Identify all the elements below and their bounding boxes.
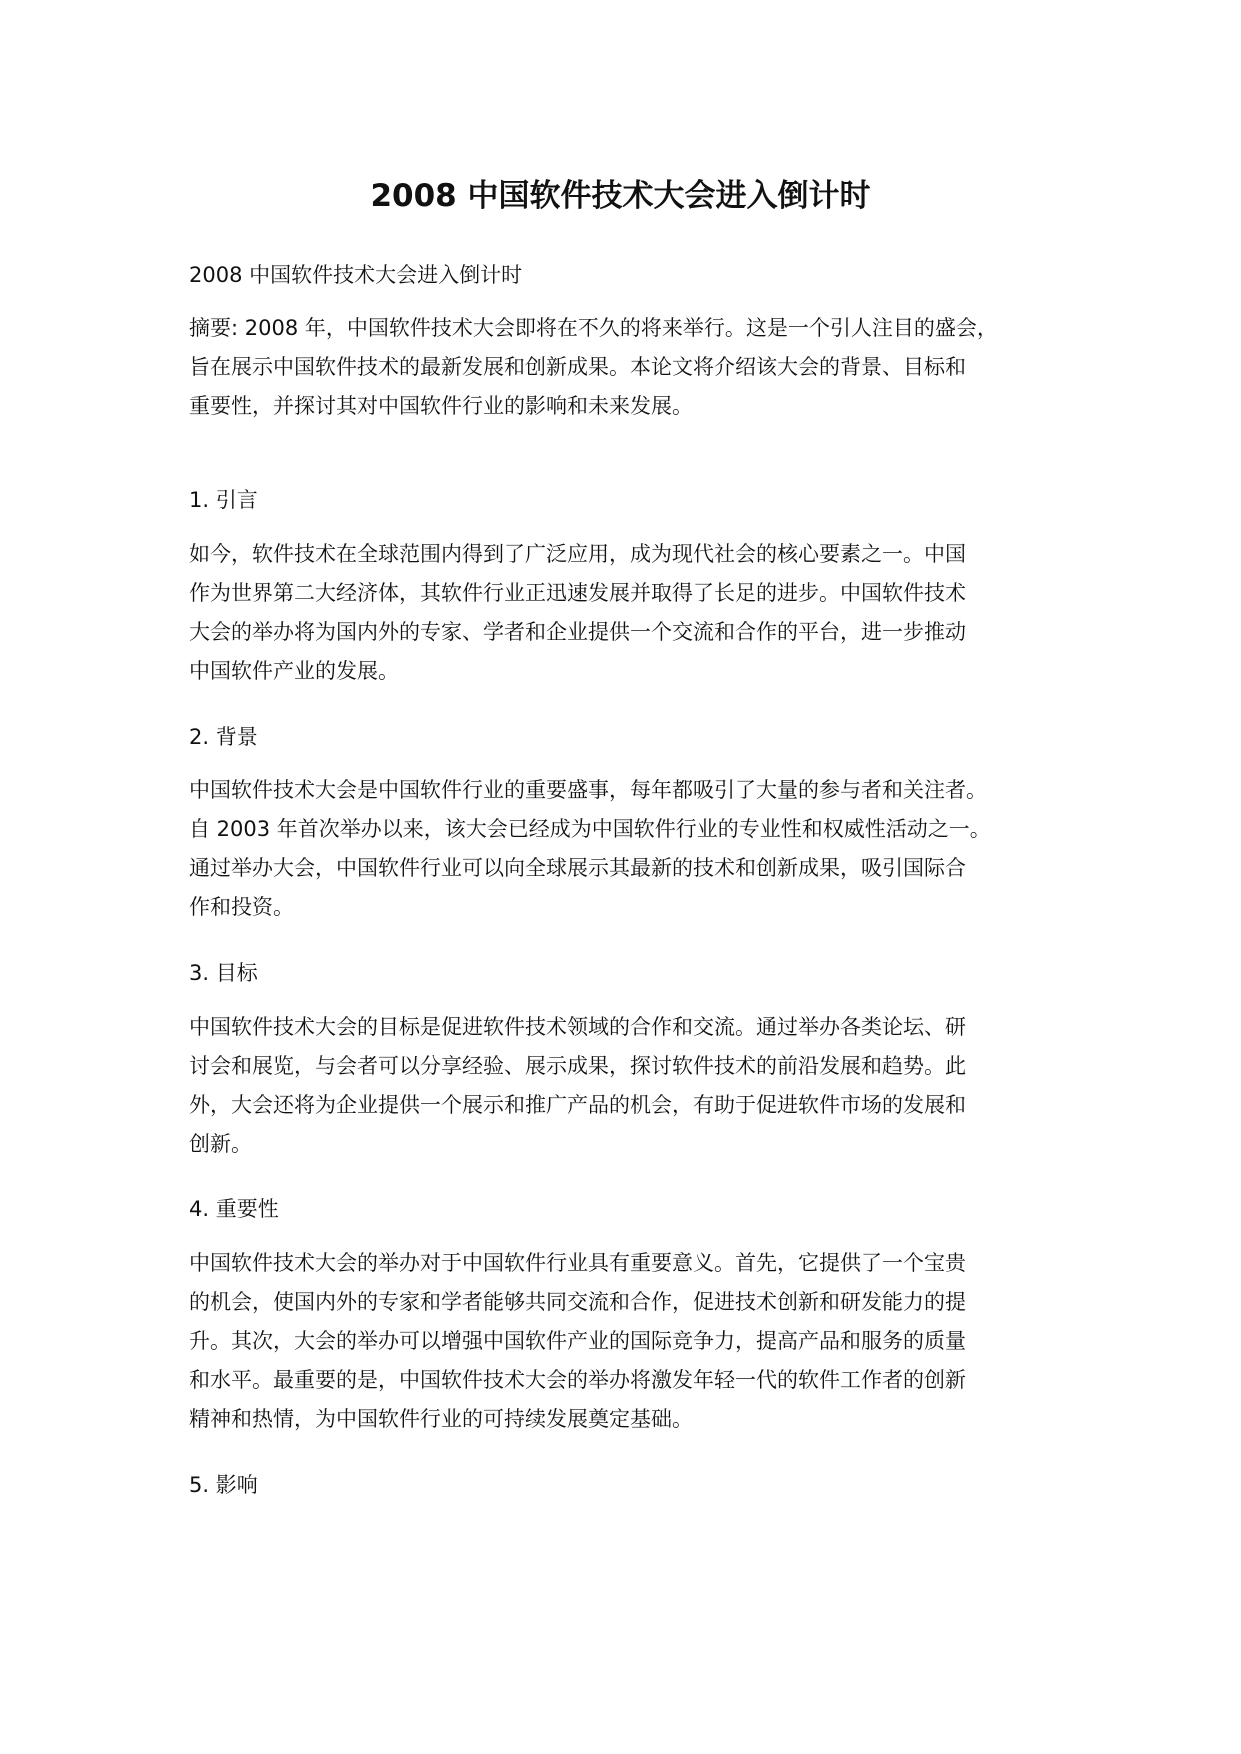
body-line: 中国软件技术大会是中国软件行业的重要盛事，每年都吸引了大量的参与者和关注者。 [189, 778, 987, 802]
body-line: 的机会，使国内外的专家和学者能够共同交流和合作，促进技术创新和研发能力的提 [189, 1290, 966, 1314]
document-subtitle [189, 256, 1079, 295]
section-body-goals [189, 1008, 1079, 1164]
body-line: 作和投资。 [189, 895, 294, 919]
section-heading-introduction [189, 481, 1079, 520]
body-line: 讨会和展览，与会者可以分享经验、展示成果，探讨软件技术的前沿发展和趋势。此 [189, 1054, 966, 1078]
subtitle-text: 2008 中国软件技术大会进入倒计时 [189, 263, 523, 287]
section-body-background [189, 771, 1079, 927]
section-body-importance [189, 1244, 1079, 1439]
section-heading-impact [189, 1466, 1079, 1505]
body-line: 通过举办大会，中国软件行业可以向全球展示其最新的技术和创新成果，吸引国际合 [189, 856, 966, 880]
body-line: 升。其次，大会的举办可以增强中国软件产业的国际竞争力，提高产品和服务的质量 [189, 1329, 966, 1353]
abstract-line: 摘要: 2008 年，中国软件技术大会即将在不久的将来举行。这是一个引人注目的盛会， [189, 316, 998, 340]
body-line: 精神和热情，为中国软件行业的可持续发展奠定基础。 [189, 1407, 693, 1431]
abstract-line: 旨在展示中国软件技术的最新发展和创新成果。本论文将介绍该大会的背景、目标和 [189, 355, 966, 379]
body-line: 中国软件技术大会的举办对于中国软件行业具有重要意义。首先，它提供了一个宝贵 [189, 1251, 966, 1275]
document-title: 2008 中国软件技术大会进入倒计时 [370, 178, 871, 214]
body-line: 大会的举办将为国内外的专家、学者和企业提供一个交流和合作的平台，进一步推动 [189, 620, 966, 644]
body-line: 自 2003 年首次举办以来，该大会已经成为中国软件行业的专业性和权威性活动之一。 [189, 817, 991, 841]
body-line: 如今，软件技术在全球范围内得到了广泛应用，成为现代社会的核心要素之一。中国 [189, 542, 966, 566]
section-heading-importance [189, 1190, 1079, 1229]
section-heading-goals [189, 954, 1079, 993]
abstract-paragraph [189, 309, 1079, 426]
section-heading-text: 3. 目标 [189, 961, 258, 985]
body-line: 中国软件产业的发展。 [189, 659, 399, 683]
body-line: 和水平。最重要的是，中国软件技术大会的举办将激发年轻一代的软件工作者的创新 [189, 1368, 966, 1392]
section-heading-text: 4. 重要性 [189, 1197, 279, 1221]
section-body-introduction [189, 535, 1079, 691]
section-heading-background [189, 718, 1079, 757]
section-heading-text: 1. 引言 [189, 488, 258, 512]
section-heading-text: 2. 背景 [189, 725, 258, 749]
section-heading-text: 5. 影响 [189, 1473, 258, 1497]
body-line: 作为世界第二大经济体，其软件行业正迅速发展并取得了长足的进步。中国软件技术 [189, 581, 966, 605]
body-line: 中国软件技术大会的目标是促进软件技术领域的合作和交流。通过举办各类论坛、研 [189, 1015, 966, 1039]
body-line: 创新。 [189, 1132, 252, 1156]
abstract-line: 重要性，并探讨其对中国软件行业的影响和未来发展。 [189, 394, 693, 418]
body-line: 外，大会还将为企业提供一个展示和推广产品的机会，有助于促进软件市场的发展和 [189, 1093, 966, 1117]
